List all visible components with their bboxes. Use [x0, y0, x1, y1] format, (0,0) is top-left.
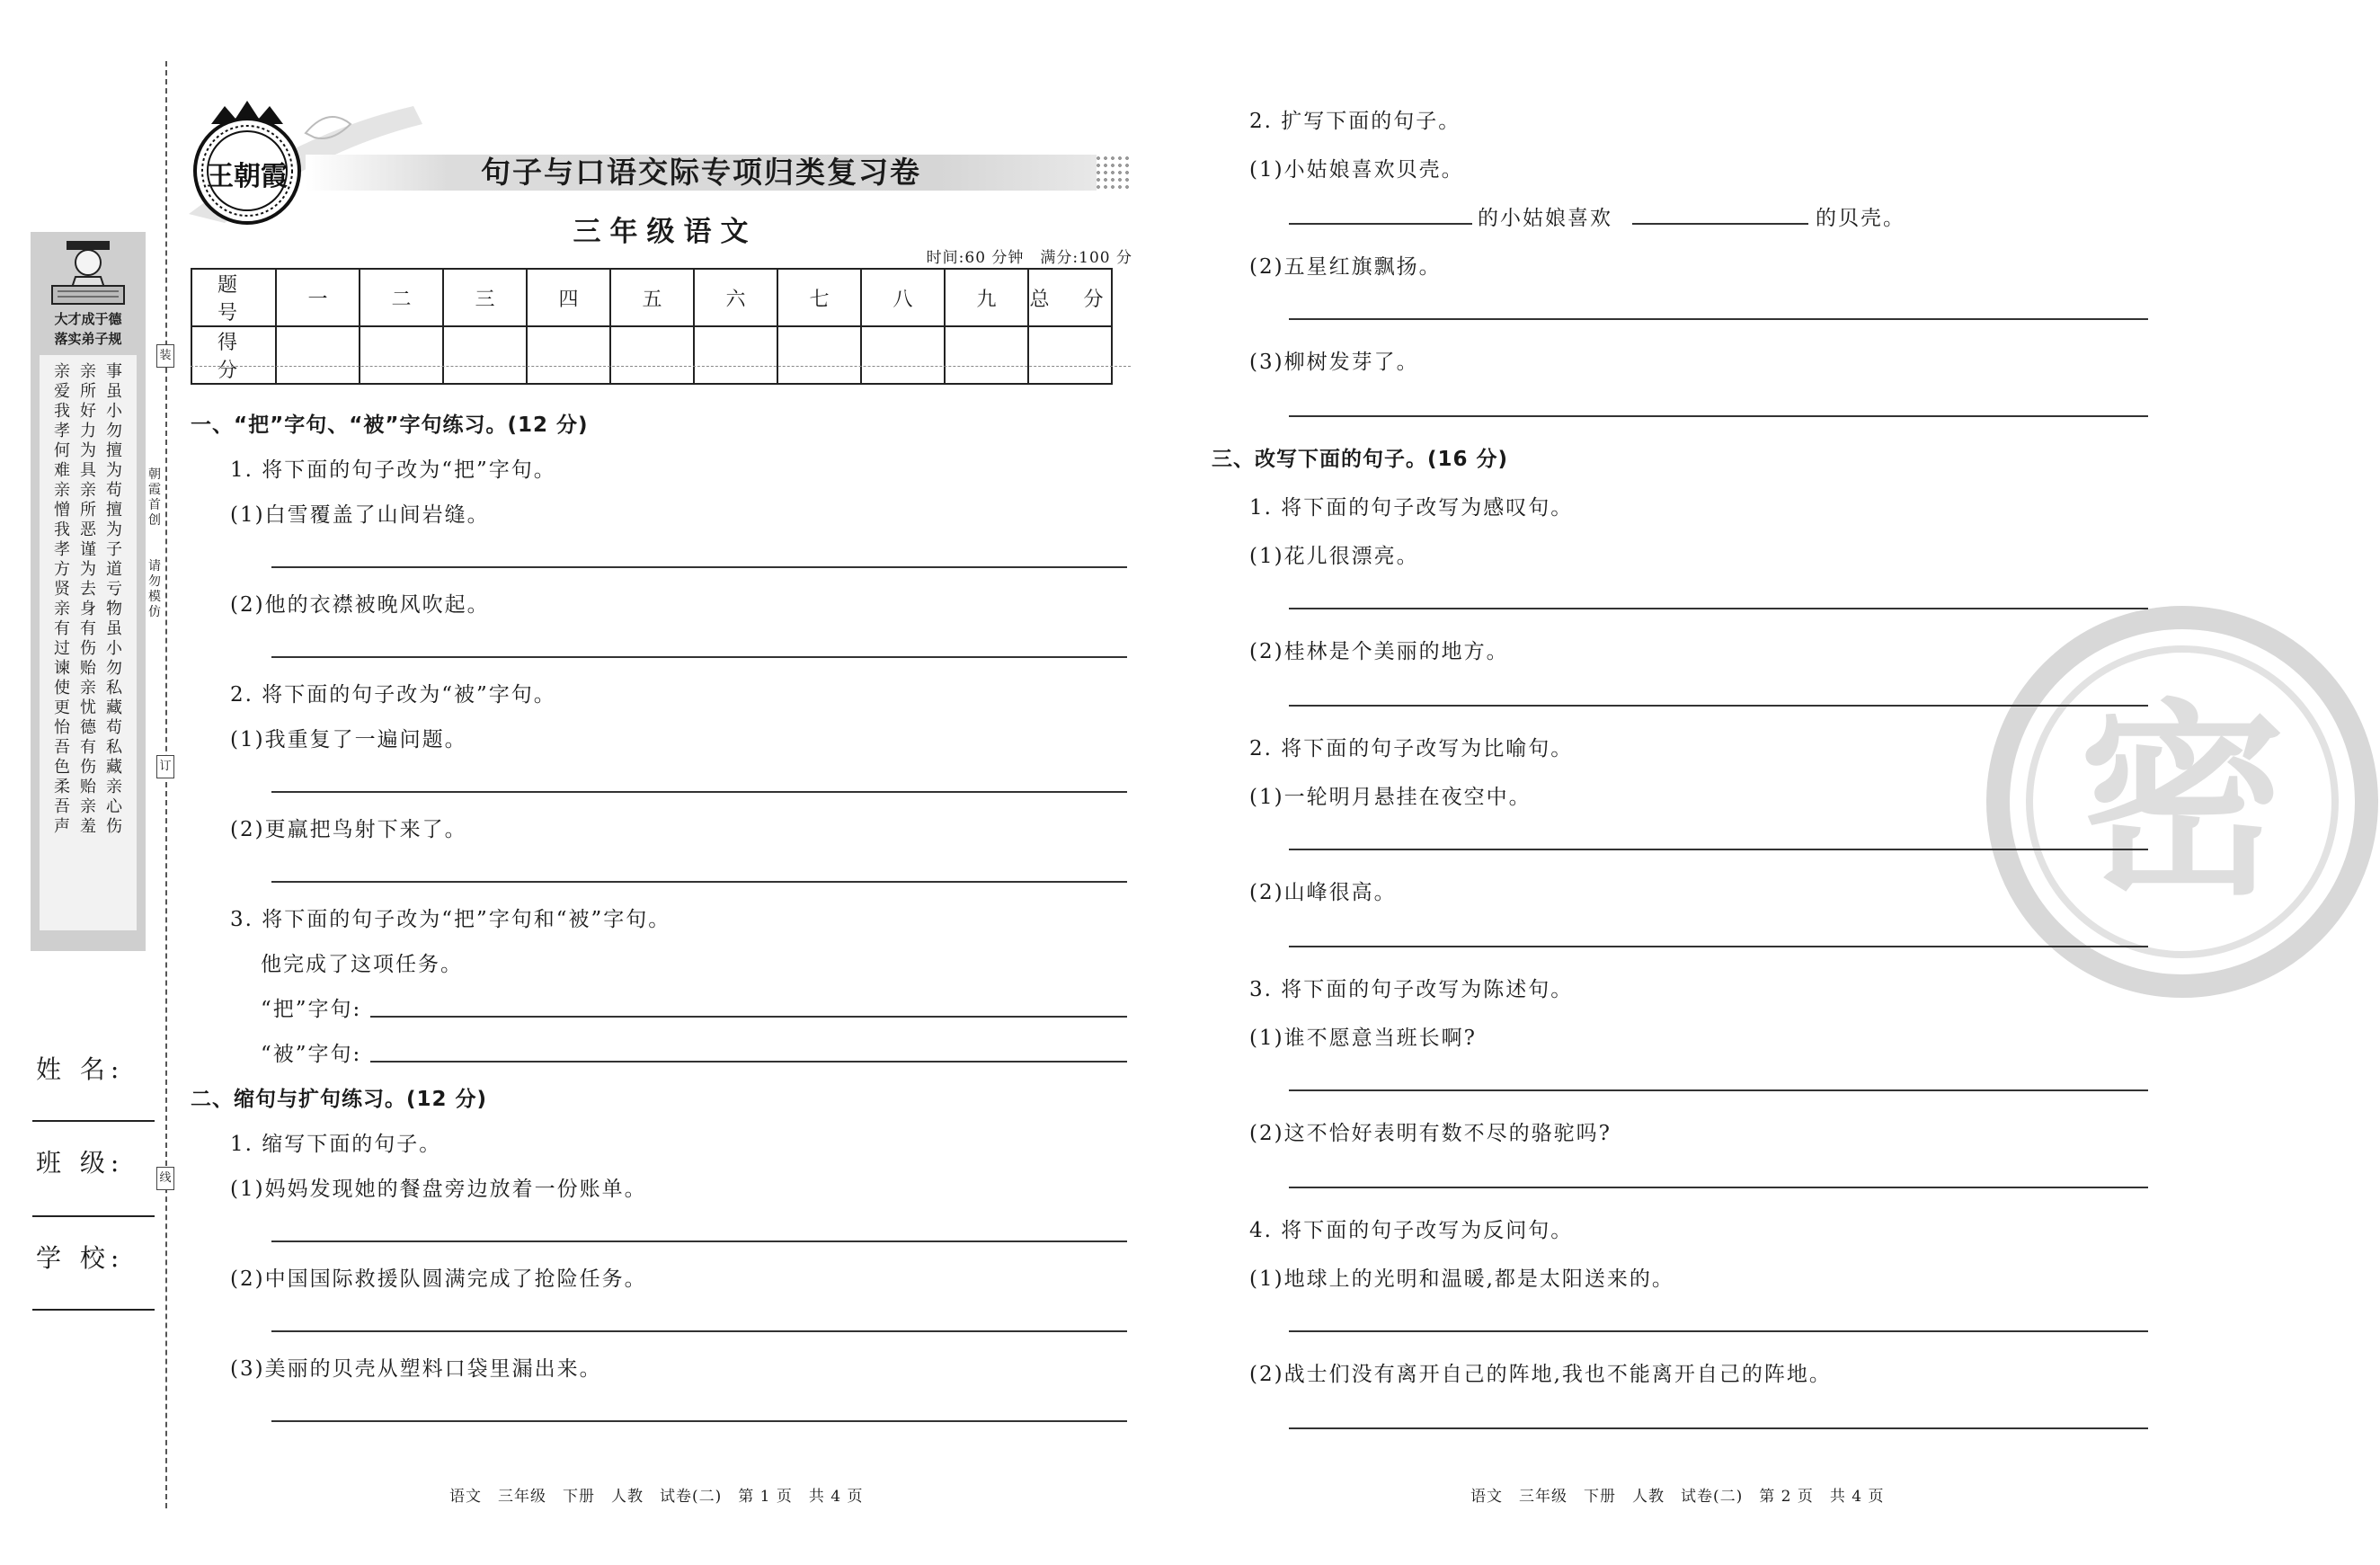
exam-meta: 时间:60 分钟 满分:100 分 [926, 249, 1132, 267]
question-1-2-a: (1)我重复了一遍问题。 [230, 728, 467, 751]
name-field[interactable] [32, 1120, 155, 1122]
score-header-cell: 五 [610, 269, 694, 326]
brand-logo-icon [189, 97, 306, 230]
answer-line[interactable] [271, 1420, 1127, 1422]
answer-line[interactable] [1289, 608, 2148, 609]
question-3-4-a: (1)地球上的光明和温暖,都是太阳送来的。 [1249, 1267, 1674, 1291]
answer-line[interactable] [1289, 318, 2148, 320]
score-header-cell: 三 [443, 269, 527, 326]
exam-title: 句子与口语交际专项归类复习卷 [481, 155, 921, 190]
section-2-title: 二、缩句与扩句练习。(12 分) [191, 1088, 488, 1111]
class-field[interactable] [32, 1215, 155, 1217]
answer-line[interactable] [1289, 849, 2148, 850]
score-cell[interactable] [945, 326, 1028, 384]
answer-line[interactable] [1289, 1089, 2148, 1091]
score-header-cell: 一 [276, 269, 360, 326]
section-1-title: 一、“把”字句、“被”字句练习。(12 分) [191, 413, 589, 437]
answer-line[interactable] [1289, 946, 2148, 947]
motto-column: 事虽小勿擅为苟擅为子道亏物虽小勿私藏苟私藏亲心伤 [106, 362, 122, 836]
score-cell[interactable] [861, 326, 945, 384]
question-1-2: 2. 将下面的句子改为“被”字句。 [230, 683, 556, 707]
binding-line [165, 61, 167, 1508]
watermark-seal-icon [1985, 604, 2380, 1000]
score-cell[interactable] [360, 326, 443, 384]
title-dots-decoration [1095, 155, 1131, 191]
name-label: 姓 名: [36, 1054, 125, 1084]
answer-line[interactable] [271, 656, 1127, 658]
binding-seal-char: 装 [156, 344, 174, 368]
answer-line[interactable] [1289, 415, 2148, 417]
question-3-4-b: (2)战士们没有离开自己的阵地,我也不能离开自己的阵地。 [1249, 1363, 1832, 1386]
score-header-cell: 四 [527, 269, 610, 326]
score-header-cell: 总 分 [1028, 269, 1112, 326]
question-3-2-b: (2)山峰很高。 [1249, 881, 1397, 904]
binding-note: 朝霞首创 [148, 467, 161, 528]
score-cell[interactable] [1028, 326, 1112, 384]
question-2-2-b: (2)五星红旗飘扬。 [1249, 255, 1442, 279]
question-2-2: 2. 扩写下面的句子。 [1249, 110, 1461, 133]
ba-sentence-label: “把”字句: [261, 998, 362, 1021]
motto-title [34, 309, 142, 349]
question-2-2-a: (1)小姑娘喜欢贝壳。 [1249, 158, 1464, 182]
answer-line[interactable] [271, 881, 1127, 883]
question-2-1-c: (3)美丽的贝壳从塑料口袋里漏出来。 [230, 1357, 602, 1381]
question-1-3-sentence: 他完成了这项任务。 [261, 953, 463, 976]
exam-subtitle: 三年级语文 [573, 216, 758, 248]
answer-line[interactable] [271, 566, 1127, 568]
header-divider [191, 366, 1131, 367]
score-table [191, 268, 1113, 385]
question-1-1-b: (2)他的衣襟被晚风吹起。 [230, 593, 490, 617]
question-3-2-a: (1)一轮明月悬挂在夜空中。 [1249, 786, 1532, 809]
question-3-1-a: (1)花儿很漂亮。 [1249, 545, 1419, 568]
score-cell[interactable] [777, 326, 861, 384]
motto-title-line: 大才成于德 [54, 311, 122, 327]
score-header-cell: 题 号 [191, 269, 276, 326]
school-label: 学 校: [36, 1243, 125, 1273]
ba-sentence-answer-line[interactable] [370, 1016, 1127, 1018]
question-2-2-c: (3)柳树发芽了。 [1249, 351, 1419, 374]
question-3-1-b: (2)桂林是个美丽的地方。 [1249, 640, 1509, 663]
score-header-cell: 九 [945, 269, 1028, 326]
score-header-cell: 六 [694, 269, 777, 326]
motto-title-line: 落实弟子规 [54, 331, 122, 347]
answer-line[interactable] [1289, 1427, 2148, 1429]
score-header-cell: 八 [861, 269, 945, 326]
question-2-1-a: (1)妈妈发现她的餐盘旁边放着一份账单。 [230, 1178, 647, 1201]
score-cell[interactable] [276, 326, 360, 384]
page-1-footer: 语文 三年级 下册 人教 试卷(二) 第 1 页 共 4 页 [449, 1488, 864, 1506]
answer-line[interactable] [271, 1240, 1127, 1242]
question-3-1: 1. 将下面的句子改写为感叹句。 [1249, 496, 1574, 520]
fill-blank-line[interactable] [1289, 223, 1472, 225]
score-cell[interactable] [527, 326, 610, 384]
answer-line[interactable] [1289, 1330, 2148, 1332]
score-table-score-row [191, 326, 1112, 384]
binding-seal-char: 线 [156, 1167, 174, 1190]
answer-line[interactable] [1289, 1187, 2148, 1188]
score-row-label: 得 分 [191, 326, 276, 384]
question-1-2-b: (2)更羸把鸟射下来了。 [230, 818, 467, 841]
page-2-footer: 语文 三年级 下册 人教 试卷(二) 第 2 页 共 4 页 [1470, 1488, 1885, 1506]
class-label: 班 级: [36, 1148, 125, 1178]
school-field[interactable] [32, 1309, 155, 1311]
question-1-1-a: (1)白雪覆盖了山间岩缝。 [230, 503, 490, 527]
binding-note: 请勿模仿 [148, 559, 161, 619]
fill-blank-text: 的贝壳。 [1816, 207, 1905, 230]
watermark-char: 密 [2078, 683, 2287, 923]
score-cell[interactable] [610, 326, 694, 384]
question-2-1-b: (2)中国国际救援队圆满完成了抢险任务。 [230, 1267, 647, 1291]
question-3-3: 3. 将下面的句子改写为陈述句。 [1249, 978, 1574, 1001]
answer-line[interactable] [271, 791, 1127, 793]
scholar-illustration-icon [40, 236, 137, 309]
question-1-3: 3. 将下面的句子改为“把”字句和“被”字句。 [230, 908, 671, 931]
answer-line[interactable] [1289, 705, 2148, 707]
motto-box [40, 355, 137, 930]
score-header-cell: 二 [360, 269, 443, 326]
question-3-3-a: (1)谁不愿意当班长啊? [1249, 1027, 1477, 1050]
question-3-2: 2. 将下面的句子改写为比喻句。 [1249, 737, 1574, 760]
binding-seal-char: 订 [156, 755, 174, 778]
brand-logo-text: 王朝霞 [207, 161, 288, 192]
question-3-3-b: (2)这不恰好表明有数不尽的骆驼吗? [1249, 1122, 1612, 1145]
fill-blank-line[interactable] [1632, 223, 1808, 225]
score-table-header-row [191, 269, 1112, 326]
fill-blank-text: 的小姑娘喜欢 [1478, 207, 1612, 230]
question-1-1: 1. 将下面的句子改为“把”字句。 [230, 458, 556, 482]
answer-line[interactable] [271, 1330, 1127, 1332]
score-cell[interactable] [694, 326, 777, 384]
motto-column: 亲爱我孝何难亲憎我孝方贤亲有过谏使更怡吾色柔吾声 [54, 362, 70, 836]
score-cell[interactable] [443, 326, 527, 384]
question-3-4: 4. 将下面的句子改写为反问句。 [1249, 1219, 1574, 1242]
section-3-title: 三、改写下面的句子。(16 分) [1212, 448, 1509, 471]
motto-column: 亲所好力为具亲所恶谨为去身有伤贻亲忧德有伤贻亲羞 [80, 362, 96, 836]
bei-sentence-answer-line[interactable] [370, 1061, 1127, 1063]
bei-sentence-label: “被”字句: [261, 1043, 362, 1066]
score-header-cell: 七 [777, 269, 861, 326]
question-2-1: 1. 缩写下面的句子。 [230, 1133, 442, 1156]
